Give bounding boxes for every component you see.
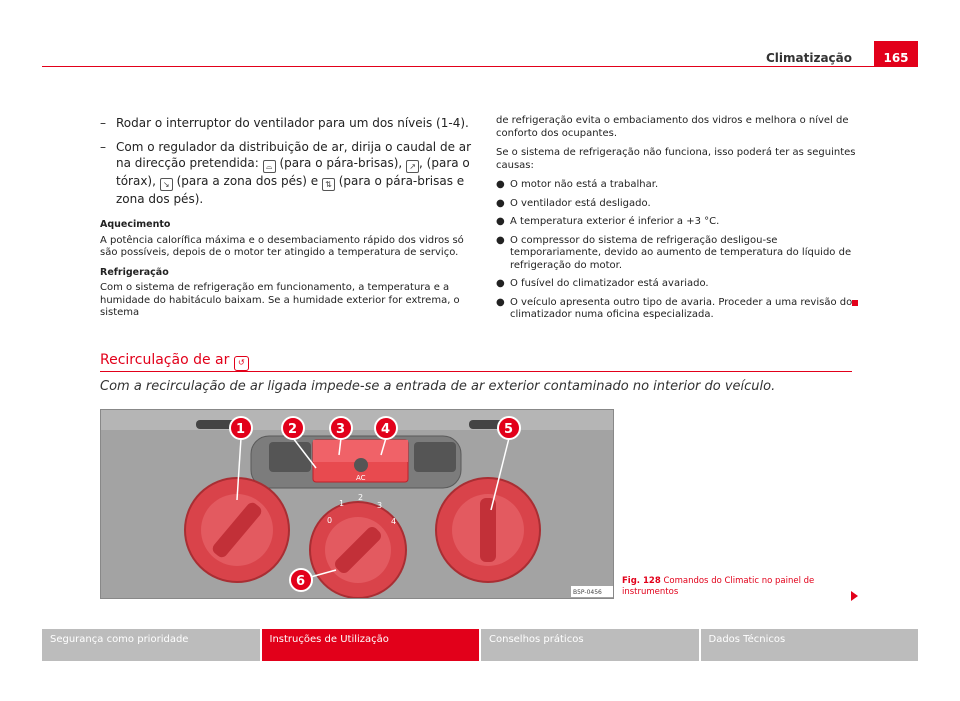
windscreen-icon: ⌓	[263, 160, 276, 173]
fan-scale-label: 0	[327, 516, 333, 525]
section-intro: Com a recirculação de ar ligada impede-se a entrada de ar exterior contaminado no interior do veículo.	[100, 379, 776, 394]
fan-scale-label: 4	[391, 517, 397, 526]
cooling-text: Com o sistema de refrigeração em funcionamento, a temperatura e a humidade do habitáculo baixam. Se a humidade exterior for extrema, o sistema	[100, 282, 460, 318]
caption-label: Fig. 128	[622, 576, 661, 586]
figure-caption	[622, 576, 858, 597]
svg-text:6: 6	[296, 574, 306, 589]
fan-scale-label: 1	[339, 499, 345, 508]
right-vent-switch	[414, 442, 456, 472]
footwell-icon: ↘	[160, 178, 173, 191]
left-vent-switch	[269, 442, 311, 472]
page-number: 165	[874, 41, 918, 67]
footer-tab-safety[interactable]: Segurança como prioridade	[42, 629, 260, 661]
ac-button-graphic	[313, 440, 361, 462]
end-of-section-marker	[852, 300, 858, 306]
svg-text:4: 4	[381, 422, 391, 437]
footer-tab-tips[interactable]: Conselhos práticos	[481, 629, 699, 661]
climatic-controls-figure	[100, 409, 614, 599]
control-panel-illustration	[101, 410, 614, 599]
step-item: – Com o regulador da distribuição de ar, dirija o caudal de ar na direcção pretendida: ⌓ (para o pára-brisas), ↗ , (para o tórax), ↘ (para a zona dos pés) e ⇅ (para o pára-brisas e zona dos pés).	[100, 140, 472, 206]
cause-item: ● O veículo apresenta outro tipo de avaria. Proceder a uma revisão do climatizador numa oficina especializada.	[496, 296, 853, 320]
footer-nav	[42, 629, 918, 661]
heating-text: A potência calorífica máxima e o desembaciamento rápido dos vidros só são possíveis, depois de o motor ter atingido a temperatura de serviço.	[100, 234, 464, 258]
cause-item: ● O ventilador está desligado.	[496, 197, 651, 209]
svg-text:2: 2	[288, 422, 298, 437]
right-column	[496, 115, 858, 328]
step-item: – Rodar o interruptor do ventilador para um dos níveis (1-4).	[100, 116, 469, 130]
caption-text: Comandos do Climatic no painel de instrumentos	[622, 576, 815, 597]
cause-item: ● O fusível do climatizador está avariado.	[496, 278, 709, 289]
footer-tab-instructions[interactable]: Instruções de Utilização	[262, 629, 480, 661]
fan-scale-label: 3	[377, 501, 383, 510]
cause-item: ● O motor não está a trabalhar.	[496, 179, 659, 190]
callout-5	[498, 417, 520, 439]
footer-tab-technical[interactable]: Dados Técnicos	[701, 629, 919, 661]
chest-vent-icon: ↗	[406, 160, 419, 173]
cause-item: ● O compressor do sistema de refrigeração desligou-se temporariamente, devido ao aumento de temperatura do líquido de refrigeração do motor.	[496, 234, 852, 271]
callout-4	[375, 417, 397, 439]
callout-1	[230, 417, 252, 439]
windscreen-footwell-icon: ⇅	[322, 178, 335, 191]
cause-item: ● A temperatura exterior é inferior a +3 °C.	[496, 216, 720, 227]
svg-text:5: 5	[504, 422, 514, 437]
causes-intro: Se o sistema de refrigeração não funciona, isso poderá ter as seguintes causas:	[496, 147, 856, 171]
header-rule	[42, 66, 918, 67]
section-title: Recirculação de ar ↺	[100, 352, 249, 371]
chapter-title: Climatização	[765, 51, 852, 65]
recirculation-icon: ↺	[234, 356, 249, 371]
callout-6	[290, 569, 312, 591]
heating-heading: Aquecimento	[100, 219, 171, 230]
callout-3	[330, 417, 352, 439]
callout-2	[282, 417, 304, 439]
svg-text:1: 1	[236, 422, 246, 437]
ac-label: AC	[356, 474, 366, 482]
cooling-text-continued: de refrigeração evita o embaciamento dos vidros e melhora o nível de conforto dos ocupantes.	[496, 115, 849, 139]
cooling-heading: Refrigeração	[100, 266, 169, 278]
left-column	[100, 115, 472, 327]
continue-arrow-icon	[851, 591, 858, 601]
svg-text:3: 3	[336, 422, 346, 437]
section-rule	[100, 371, 852, 372]
fan-scale-label: 2	[358, 493, 364, 502]
figure-code: B5P-0456	[573, 589, 602, 596]
